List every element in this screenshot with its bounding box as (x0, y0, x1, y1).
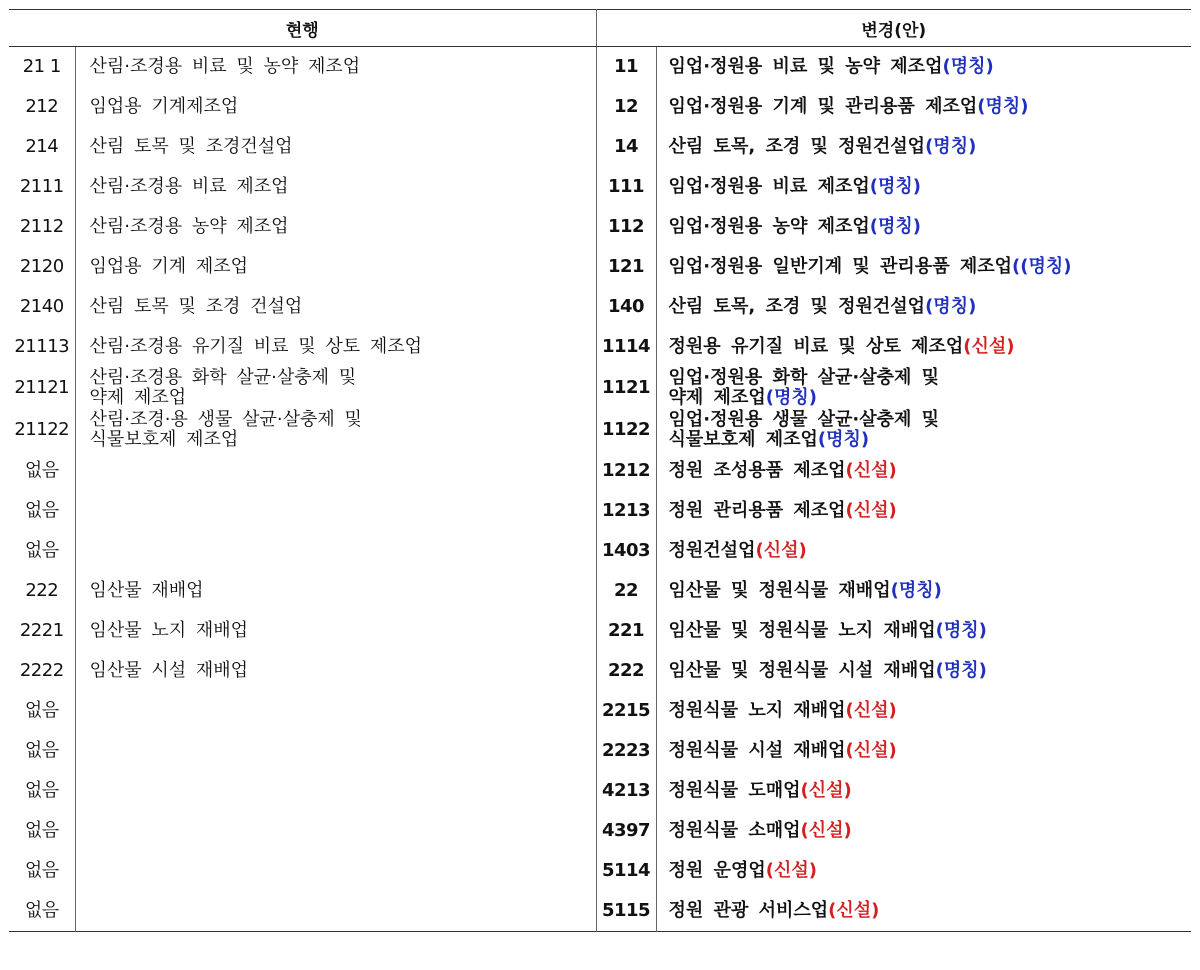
changed-name-text: 정원식물 노지 재배업 (668, 700, 846, 721)
changed-code: 1114 (596, 327, 656, 367)
changed-name-line (669, 821, 1192, 841)
new-tag: (신설) (845, 460, 897, 481)
changed-name-line (669, 741, 1192, 761)
changed-name-line (669, 861, 1192, 881)
changed-name (656, 771, 1191, 811)
rename-tag: (명칭) (765, 387, 817, 408)
changed-name (656, 247, 1191, 287)
changed-name-text: 정원 운영업 (668, 860, 766, 881)
changed-name-text: 임업·정원용 농약 제조업 (668, 216, 870, 237)
changed-name-text: 정원건설업 (668, 540, 756, 561)
current-name (75, 167, 596, 207)
changed-name (656, 287, 1191, 327)
changed-code: 222 (596, 651, 656, 691)
changed-name-line (669, 137, 1192, 157)
rename-tag: (명칭) (977, 96, 1029, 117)
current-code: 21 1 (9, 47, 75, 88)
current-name (75, 691, 596, 731)
changed-code: 1121 (596, 367, 656, 409)
rename-tag: (명칭) (817, 429, 870, 450)
current-name (75, 327, 596, 367)
current-code: 21121 (9, 367, 75, 409)
changed-name-text: 임업·정원용 화학 살균·살충제 및 (668, 367, 940, 388)
changed-code: 2215 (596, 691, 656, 731)
current-name-line: 산림 토목 및 조경건설업 (89, 136, 293, 157)
current-name (75, 491, 596, 531)
changed-name (656, 571, 1191, 611)
changed-name-text: 정원 관리용품 제조업 (668, 500, 846, 521)
current-name (75, 531, 596, 571)
new-tag: (신설) (755, 540, 807, 561)
rename-tag: (명칭) (869, 176, 922, 197)
changed-name-line (669, 781, 1192, 801)
current-name (75, 851, 596, 891)
changed-name (656, 207, 1191, 247)
current-name (75, 611, 596, 651)
changed-code: 112 (596, 207, 656, 247)
current-code: 2112 (9, 207, 75, 247)
changed-code: 4213 (596, 771, 656, 811)
changed-name (656, 651, 1191, 691)
changed-code: 121 (596, 247, 656, 287)
changed-name-text: 임업·정원용 비료 및 농약 제조업 (668, 56, 943, 77)
changed-name-line (669, 297, 1192, 317)
changed-name (656, 127, 1191, 167)
changed-name-line (669, 701, 1192, 721)
table-row (9, 531, 1191, 571)
rename-tag: (명칭) (925, 296, 977, 317)
changed-name-line (669, 621, 1192, 641)
current-name (75, 87, 596, 127)
current-name-line: 임산물 노지 재배업 (89, 620, 249, 641)
current-name (75, 409, 596, 451)
new-tag: (신설) (765, 860, 817, 881)
changed-code: 1403 (596, 531, 656, 571)
new-tag: (신설) (845, 740, 897, 761)
rename-tag: (명칭) (925, 136, 977, 157)
current-name (75, 891, 596, 932)
changed-name-line (669, 501, 1192, 521)
current-code: 없음 (9, 491, 75, 531)
changed-name (656, 367, 1191, 409)
current-name (75, 207, 596, 247)
table-row (9, 611, 1191, 651)
changed-code: 111 (596, 167, 656, 207)
table-row (9, 851, 1191, 891)
current-code: 없음 (9, 771, 75, 811)
changed-code: 4397 (596, 811, 656, 851)
current-name-line: 산림·조경용 유기질 비료 및 상토 제조업 (89, 336, 423, 357)
changed-name (656, 691, 1191, 731)
changed-name-line (669, 461, 1192, 481)
current-code: 없음 (9, 811, 75, 851)
table-header (9, 10, 1191, 47)
changed-code: 2223 (596, 731, 656, 771)
current-name-line: 산림·조경용 비료 제조업 (89, 176, 289, 197)
new-tag: (신설) (828, 900, 880, 921)
current-code: 212 (9, 87, 75, 127)
current-code: 없음 (9, 731, 75, 771)
table-row (9, 167, 1191, 207)
changed-name-line (669, 410, 1192, 430)
changed-name-text: 임업·정원용 기계 및 관리용품 제조업 (668, 96, 978, 117)
changed-name-text: 정원식물 도매업 (668, 780, 801, 801)
current-name (75, 731, 596, 771)
current-code: 2120 (9, 247, 75, 287)
changed-code: 140 (596, 287, 656, 327)
header-changed: 변경(안) (596, 10, 1191, 47)
rename-tag: (명칭) (890, 580, 942, 601)
current-code: 2222 (9, 651, 75, 691)
changed-name-line (669, 430, 1192, 450)
table-row (9, 771, 1191, 811)
changed-name-text: 임산물 및 정원식물 재배업 (668, 580, 891, 601)
current-code: 2221 (9, 611, 75, 651)
table-row (9, 87, 1191, 127)
changed-name-line (669, 177, 1192, 197)
changed-name (656, 531, 1191, 571)
changed-code: 12 (596, 87, 656, 127)
changed-name (656, 167, 1191, 207)
changed-name (656, 47, 1191, 88)
changed-name-line (669, 217, 1192, 237)
changed-code: 1122 (596, 409, 656, 451)
table-row (9, 451, 1191, 491)
changed-name-line (669, 581, 1192, 601)
rename-tag: (명칭) (935, 660, 987, 681)
header-current: 현행 (9, 10, 596, 47)
changed-code: 5114 (596, 851, 656, 891)
changed-name-text: 임업·정원용 비료 제조업 (668, 176, 870, 197)
header-row (9, 10, 1191, 47)
current-name-line: 임산물 시설 재배업 (89, 660, 249, 681)
current-name-line: 약제 제조업 (89, 387, 187, 408)
current-name (75, 651, 596, 691)
current-code: 214 (9, 127, 75, 167)
table-row (9, 691, 1191, 731)
current-name-line: 산림·조경용 화학 살균·살충제 및 (89, 367, 357, 388)
current-name (75, 287, 596, 327)
table-row (9, 127, 1191, 167)
table-row (9, 409, 1191, 451)
table-body (9, 47, 1191, 932)
new-tag: (신설) (963, 336, 1015, 357)
table-row (9, 571, 1191, 611)
changed-name-line (669, 337, 1192, 357)
changed-name-line (669, 368, 1192, 388)
table-row (9, 287, 1191, 327)
new-tag: (신설) (800, 780, 852, 801)
changed-name (656, 409, 1191, 451)
changed-name (656, 731, 1191, 771)
current-name (75, 451, 596, 491)
current-code: 없음 (9, 891, 75, 932)
current-code: 없음 (9, 451, 75, 491)
current-code: 2111 (9, 167, 75, 207)
current-name (75, 571, 596, 611)
current-name-line: 임업용 기계 제조업 (89, 256, 249, 277)
changed-name-text: 약제 제조업 (668, 387, 766, 408)
changed-name-text: 임산물 및 정원식물 시설 재배업 (668, 660, 936, 681)
changed-name-text: 정원 관광 서비스업 (668, 900, 829, 921)
changed-name-line (669, 388, 1192, 408)
new-tag: (신설) (845, 700, 897, 721)
current-name-line: 임업용 기계제조업 (89, 96, 239, 117)
current-name (75, 811, 596, 851)
changed-code: 22 (596, 571, 656, 611)
changed-code: 1213 (596, 491, 656, 531)
table-row (9, 207, 1191, 247)
current-code: 없음 (9, 531, 75, 571)
current-name-line: 산림 토목 및 조경 건설업 (89, 296, 303, 317)
current-name-line: 산림·조경용 비료 및 농약 제조업 (89, 56, 361, 77)
current-name (75, 771, 596, 811)
new-tag: (신설) (845, 500, 897, 521)
changed-name-line (669, 57, 1192, 77)
current-name-line: 식물보호제 제조업 (89, 429, 239, 450)
changed-name-text: 식물보호제 제조업 (668, 429, 818, 450)
changed-name-text: 임산물 및 정원식물 노지 재배업 (668, 620, 936, 641)
table-row (9, 327, 1191, 367)
current-code: 2140 (9, 287, 75, 327)
changed-code: 221 (596, 611, 656, 651)
current-code: 없음 (9, 851, 75, 891)
changed-name (656, 451, 1191, 491)
changed-name (656, 891, 1191, 932)
table-row (9, 731, 1191, 771)
changed-name-text: 정원용 유기질 비료 및 상토 제조업 (668, 336, 964, 357)
rename-tag: (명칭) (935, 620, 987, 641)
table-row (9, 47, 1191, 88)
changed-name (656, 491, 1191, 531)
current-code: 21122 (9, 409, 75, 451)
changed-name-line (669, 257, 1192, 277)
changed-name (656, 811, 1191, 851)
changed-name-text: 정원 조성용품 제조업 (668, 460, 846, 481)
changed-code: 5115 (596, 891, 656, 932)
changed-name-text: 산림 토목, 조경 및 정원건설업 (668, 136, 926, 157)
changed-name (656, 327, 1191, 367)
rename-tag: ((명칭) (1012, 256, 1072, 277)
table-row (9, 891, 1191, 932)
current-name (75, 47, 596, 88)
table-row (9, 651, 1191, 691)
rename-tag: (명칭) (942, 56, 994, 77)
changed-code: 14 (596, 127, 656, 167)
current-name (75, 247, 596, 287)
table-row (9, 811, 1191, 851)
changed-name-text: 정원식물 시설 재배업 (668, 740, 846, 761)
current-code: 21113 (9, 327, 75, 367)
changed-name-text: 임업·정원용 생물 살균·살충제 및 (668, 409, 940, 430)
changed-name-line (669, 97, 1192, 117)
current-name (75, 367, 596, 409)
rename-tag: (명칭) (869, 216, 922, 237)
new-tag: (신설) (800, 820, 852, 841)
current-name-line: 산림·조경·용 생물 살균·살충제 및 (89, 409, 362, 430)
current-code: 222 (9, 571, 75, 611)
changed-name-line (669, 661, 1192, 681)
current-name (75, 127, 596, 167)
changed-name-line (669, 541, 1192, 561)
table-row (9, 367, 1191, 409)
changed-name (656, 851, 1191, 891)
current-name-line: 산림·조경용 농약 제조업 (89, 216, 289, 237)
changed-name (656, 87, 1191, 127)
table-row (9, 491, 1191, 531)
changed-code: 11 (596, 47, 656, 88)
current-code: 없음 (9, 691, 75, 731)
changed-name (656, 611, 1191, 651)
current-name-line: 임산물 재배업 (89, 580, 204, 601)
changed-code: 1212 (596, 451, 656, 491)
table-row (9, 247, 1191, 287)
changed-name-text: 정원식물 소매업 (668, 820, 801, 841)
changed-name-text: 임업·정원용 일반기계 및 관리용품 제조업 (668, 256, 1013, 277)
changed-name-line (669, 901, 1192, 921)
comparison-table (9, 9, 1191, 932)
changed-name-text: 산림 토목, 조경 및 정원건설업 (668, 296, 926, 317)
